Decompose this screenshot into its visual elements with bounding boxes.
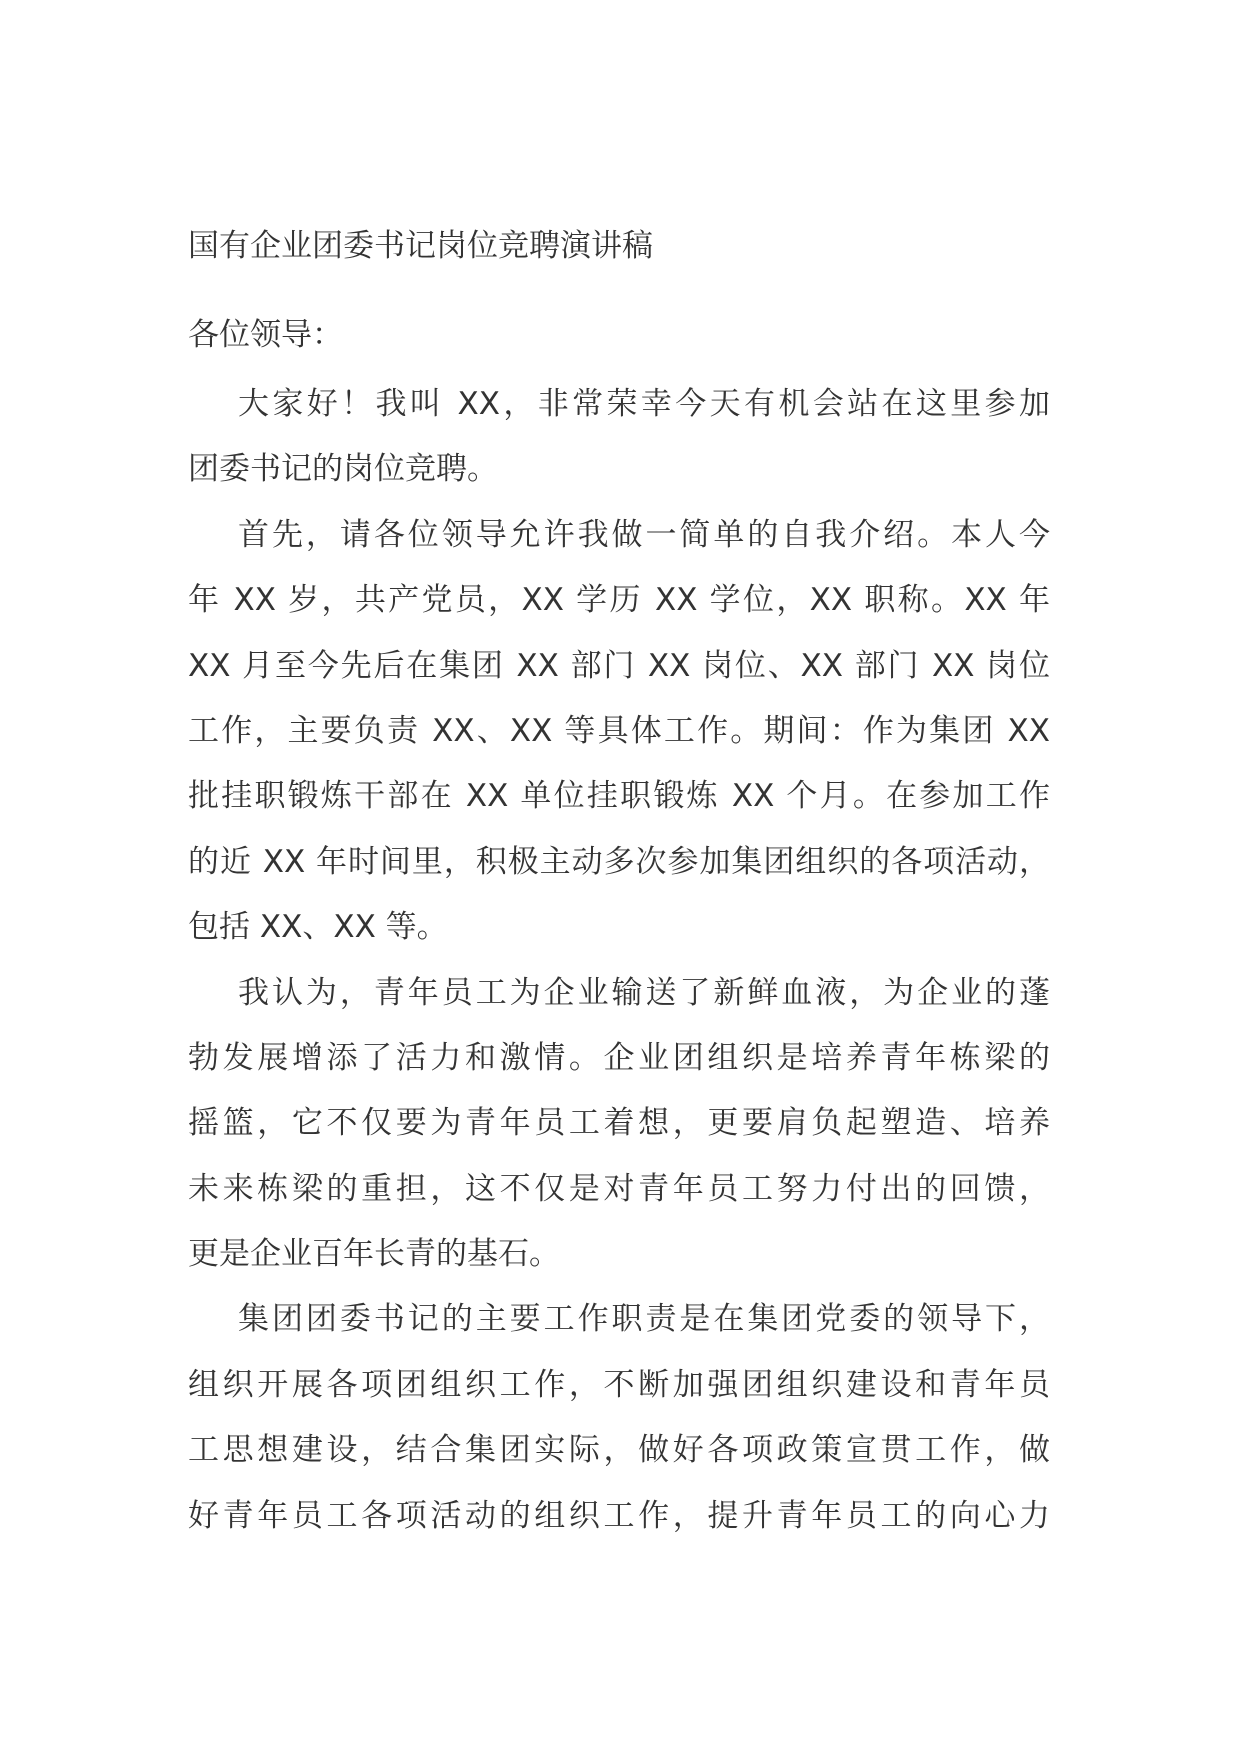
text-line: 包括 XX、XX 等。 <box>188 909 448 946</box>
text-line: 的近 XX 年时间里，积极主动多次参加集团组织的各项活动， <box>188 843 1050 880</box>
text-line: 组织开展各项团组织工作，不断加强团组织建设和青年员 <box>188 1366 1050 1403</box>
salutation: 各位领导： <box>188 317 343 353</box>
text-line: 工作，主要负责 XX、XX 等具体工作。期间：作为集团 XX <box>188 712 1050 749</box>
text-line: 集团团委书记的主要工作职责是在集团党委的领导下， <box>238 1301 1050 1338</box>
text-line: 批挂职锻炼干部在 XX 单位挂职锻炼 XX 个月。在参加工作 <box>188 778 1050 815</box>
text-line: 年 XX 岁，共产党员，XX 学历 XX 学位，XX 职称。XX 年 <box>188 582 1050 619</box>
paragraph <box>188 1287 1050 1549</box>
text-line: XX 月至今先后在集团 XX 部门 XX 岗位、XX 部门 XX 岗位 <box>188 647 1050 684</box>
paragraph <box>188 503 1050 961</box>
text-line: 好青年员工各项活动的组织工作，提升青年员工的向心力 <box>188 1497 1050 1534</box>
document-title: 国有企业团委书记岗位竞聘演讲稿 <box>188 228 653 264</box>
text-line: 我认为，青年员工为企业输送了新鲜血液，为企业的蓬 <box>238 974 1050 1011</box>
paragraph <box>188 961 1050 1288</box>
text-line: 摇篮，它不仅要为青年员工着想，更要肩负起塑造、培养 <box>188 1105 1050 1142</box>
text-line: 工思想建设，结合集团实际，做好各项政策宣贯工作，做 <box>188 1432 1050 1469</box>
text-line: 未来栋梁的重担，这不仅是对青年员工努力付出的回馈， <box>188 1170 1050 1207</box>
text-line: 首先，请各位领导允许我做一简单的自我介绍。本人今 <box>238 516 1050 553</box>
text-line: 团委书记的岗位竞聘。 <box>188 451 498 488</box>
text-line: 更是企业百年长青的基石。 <box>188 1236 560 1273</box>
text-line: 大家好！我叫 XX，非常荣幸今天有机会站在这里参加 <box>238 386 1050 422</box>
paragraph <box>188 372 1050 503</box>
document-body <box>188 372 1050 1549</box>
text-line: 勃发展增添了活力和激情。企业团组织是培养青年栋梁的 <box>188 1039 1050 1076</box>
